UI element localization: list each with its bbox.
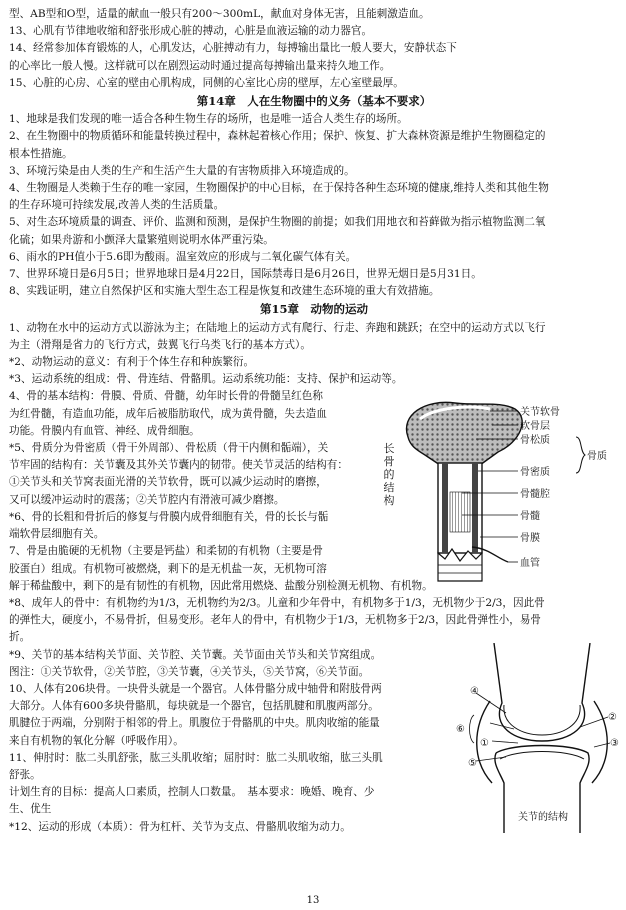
ch15-item-11-b: 舒张。 [9, 768, 41, 781]
family-planning-b: 生、优生 [9, 803, 52, 816]
page-number: 13 [306, 895, 320, 906]
label-cartilage-layer: 软骨层 [520, 421, 550, 432]
ch15-item-8-c: 折。 [9, 631, 31, 644]
ch15-item-10-c: 肌腱位于两端，分别附于相邻的骨上。肌腹位于骨骼肌的中央。肌肉收缩的能量 [9, 717, 380, 730]
item-13: 13、心肌有节律地收缩和舒张形成心脏的搏动，心脏是血液运输的动力器官。 [9, 25, 373, 38]
line-blood-type: 型、AB型和O型，适量的献血一般只有200～300mL，献血对身体无害，且能刺激造血。 [9, 8, 430, 20]
joint-marker-6: ⑥ [456, 724, 465, 735]
label-spongy-bone: 骨松质 [520, 435, 550, 446]
long-bone-figure [380, 397, 615, 597]
label-bone-marrow: 骨髓 [520, 511, 540, 522]
label-marrow-cavity: 骨髓腔 [520, 489, 550, 500]
joint-text-block [9, 647, 467, 819]
joint-marker-2: ② [608, 712, 617, 723]
ch15-item-4-a: 4、骨的基本结构：骨膜、骨质、骨髓，幼年时长骨的骨髓呈红色称 [9, 390, 323, 403]
joint-figure [456, 643, 622, 833]
ch15-item-9-a: *9、关节的基本结构关节面、关节腔、关节囊。关节面由关节头和关节窝组成。 [9, 648, 382, 661]
ch15-item-1-b: 为主（滑翔是省力的飞行方式，鼓翼飞行乌类飞行的基本方式）。 [9, 338, 311, 351]
ch15-item-10-a: 10、人体有206块骨。一块骨头就是一个器官。人体骨骼分成中轴骨和附肢骨两 [9, 682, 382, 695]
ch14-item-2-a: 2、在生物圈中的物质循环和能量转换过程中，森林起着核心作用；保护、恢复、扩大森林资源是维护生物圈稳定的 [9, 130, 546, 143]
ch15-item-4-b: 为红骨髓，有造血功能，成年后被脂肪取代，成为黄骨髓，失去造血 [9, 407, 327, 420]
ch15-item-5-a: *5、骨质分为骨密质（骨干外周部）、骨松质（骨干内侧和骺端），关 [9, 442, 329, 455]
joint-marker-1: ① [480, 738, 489, 749]
ch14-item-7: 7、世界环境日是6月5日；世界地球日是4月22日，国际禁毒日是6月26日，世界无烟日是5月31日。 [9, 268, 482, 281]
ch14-item-5-b: 化硫；如果舟游和小颤泽大量繁殖则说明水体严重污染。 [9, 233, 274, 246]
ch15-item-7-a: 7、骨是由脆硬的无机物（主要是钙盐）和柔韧的有机物（主要是骨 [9, 545, 323, 558]
ch14-item-8: 8、实践证明，建立自然保护区和实施大型生态工程是恢复和改建生态环境的重大有效措施。 [9, 285, 440, 298]
ch14-item-4-b: 的生存环境可持续发展,改善人类的生活质量。 [9, 199, 225, 212]
ch15-item-10-b: 大部分。人体有600多块骨骼肌，每块就是一个器官，包括肌腱和肌腹两部分。 [9, 700, 379, 713]
label-periosteum: 骨膜 [520, 533, 540, 544]
item-14-a: 14、经常参加体育锻炼的人，心肌发达，心脏搏动有力，每搏输出量比一般人要大，安静状态下 [9, 42, 457, 55]
joint-marker-4: ④ [470, 686, 479, 697]
ch15-item-6-b: 端软骨层细胞有关。 [9, 528, 105, 541]
long-bone-side-label: 长骨的结构 [383, 442, 395, 507]
ch15-item-10-d: 来自有机物的氧化分解（呼吸作用）。 [9, 734, 184, 747]
ch15-item-12: *12、运动的形成（本质）：骨为杠杆、关节为支点、骨骼肌收缩为动力。 [9, 820, 351, 833]
label-compact-bone: 骨密质 [520, 467, 550, 478]
ch15-item-4-c: 功能。骨膜内有血管、神经、成骨细胞。 [9, 424, 200, 437]
joint-marker-3: ③ [610, 738, 619, 749]
ch15-item-9-b: 图注：①关节软骨，②关节腔，③关节囊，④关节头，⑤关节窝，⑥关节面。 [9, 665, 370, 678]
ch14-item-2-b: 根本性措施。 [9, 147, 73, 160]
label-bone-substance-group: 骨质 [587, 451, 607, 462]
ch15-item-11-a: 11、伸肘时：肱二头肌舒张，肱三头肌收缩；屈肘时：肱二头肌收缩，肱三头肌 [9, 751, 383, 764]
family-planning-a: 计划生育的目标：提高人口素质，控制人口数量。 基本要求：晚婚、晚育、少 [9, 786, 375, 799]
ch15-item-3: *3、运动系统的组成：骨、骨连结、骨骼肌。运动系统功能：支持、保护和运动等。 [9, 373, 403, 386]
joint-figure-caption: 关节的结构 [518, 812, 568, 823]
ch15-item-5-c: ①关节头和关节窝表面光滑的关节软骨，既可以减少运动时的磨擦， [9, 476, 327, 489]
ch14-item-5-a: 5、对生态环境质量的调查、评价、监测和预测，是保护生物圈的前提；如我们用地衣和苔藓做为指示植物监测二氧 [9, 216, 546, 229]
ch15-item-5-d: 又可以缓冲运动时的震荡；②关节腔内有滑液可减少磨擦。 [9, 493, 285, 506]
ch14-item-4-a: 4、生物圈是人类赖于生存的唯一家园，生物圈保护的中心目标，在于保持各种生态环境的健康,维持人类和其他生物 [9, 182, 549, 195]
label-articular-cartilage: 关节软骨 [520, 407, 560, 418]
ch15-item-7-b: 胶蛋白）组成。有机物可被燃烧，剩下的是无机盐一灰，无机物可溶 [9, 562, 327, 575]
ch14-item-6: 6、雨水的PH值小于5.6即为酸雨。温室效应的形成与二氧化碳气体有关。 [9, 250, 357, 263]
chapter-14-heading: 第14章 人在生物圈中的义务（基本不要求） [196, 94, 432, 109]
bone-text-block [9, 388, 381, 577]
ch15-item-8-b: 的弹性大，硬度小，不易骨折，但易变形。老年人的骨中，有机物少于1/3，无机物多于2/3，因此骨弹性小，易骨 [9, 614, 542, 627]
ch15-item-6-a: *6、骨的长粗和骨折后的修复与骨膜内成骨细胞有关，骨的长长与骺 [9, 510, 329, 523]
chapter-15-heading: 第15章 动物的运动 [259, 302, 368, 317]
ch15-item-1-a: 1、动物在水中的运动方式以游泳为主；在陆地上的运动方式有爬行、行走、奔跑和跳跃；在空中的运动方式以飞行 [9, 321, 546, 334]
ch15-item-8-a: *8、成年人的骨中：有机物约为1/3，无机物约为2/3。儿童和少年骨中，有机物多于1/3，无机物少于2/3，因此骨 [9, 596, 545, 609]
ch14-item-3: 3、环境污染是由人类的生产和生活产生大量的有害物质排入环境造成的。 [9, 164, 355, 177]
item-14-b: 的心率比一般人慢。这样就可以在剧烈运动时通过提高每搏输出量来持久地工作。 [9, 59, 391, 72]
joint-marker-5: ⑤ [468, 758, 477, 769]
item-15: 15、心脏的心房、心室的壁由心肌构成，同侧的心室比心房的壁厚，左心室壁最厚。 [9, 76, 404, 89]
ch15-item-5-b: 节牢固的结构有：关节囊及其外关节囊内的韧带。使关节灵活的结构有： [9, 459, 348, 472]
ch15-item-2: *2、动物运动的意义：有利于个体生存和种族繁衍。 [9, 356, 255, 369]
ch14-item-1: 1、地球是我们发现的唯一适合各种生物生存的场所，也是唯一适合人类生存的场所。 [9, 113, 408, 126]
ch15-item-7-c: 解于稀盐酸中，剩下的是有韧性的有机物，因此常用燃烧、盐酸分别检测无机物、有机物。 [9, 579, 433, 592]
long-bone-drawing [380, 397, 615, 597]
label-blood-vessel: 血管 [520, 558, 540, 569]
